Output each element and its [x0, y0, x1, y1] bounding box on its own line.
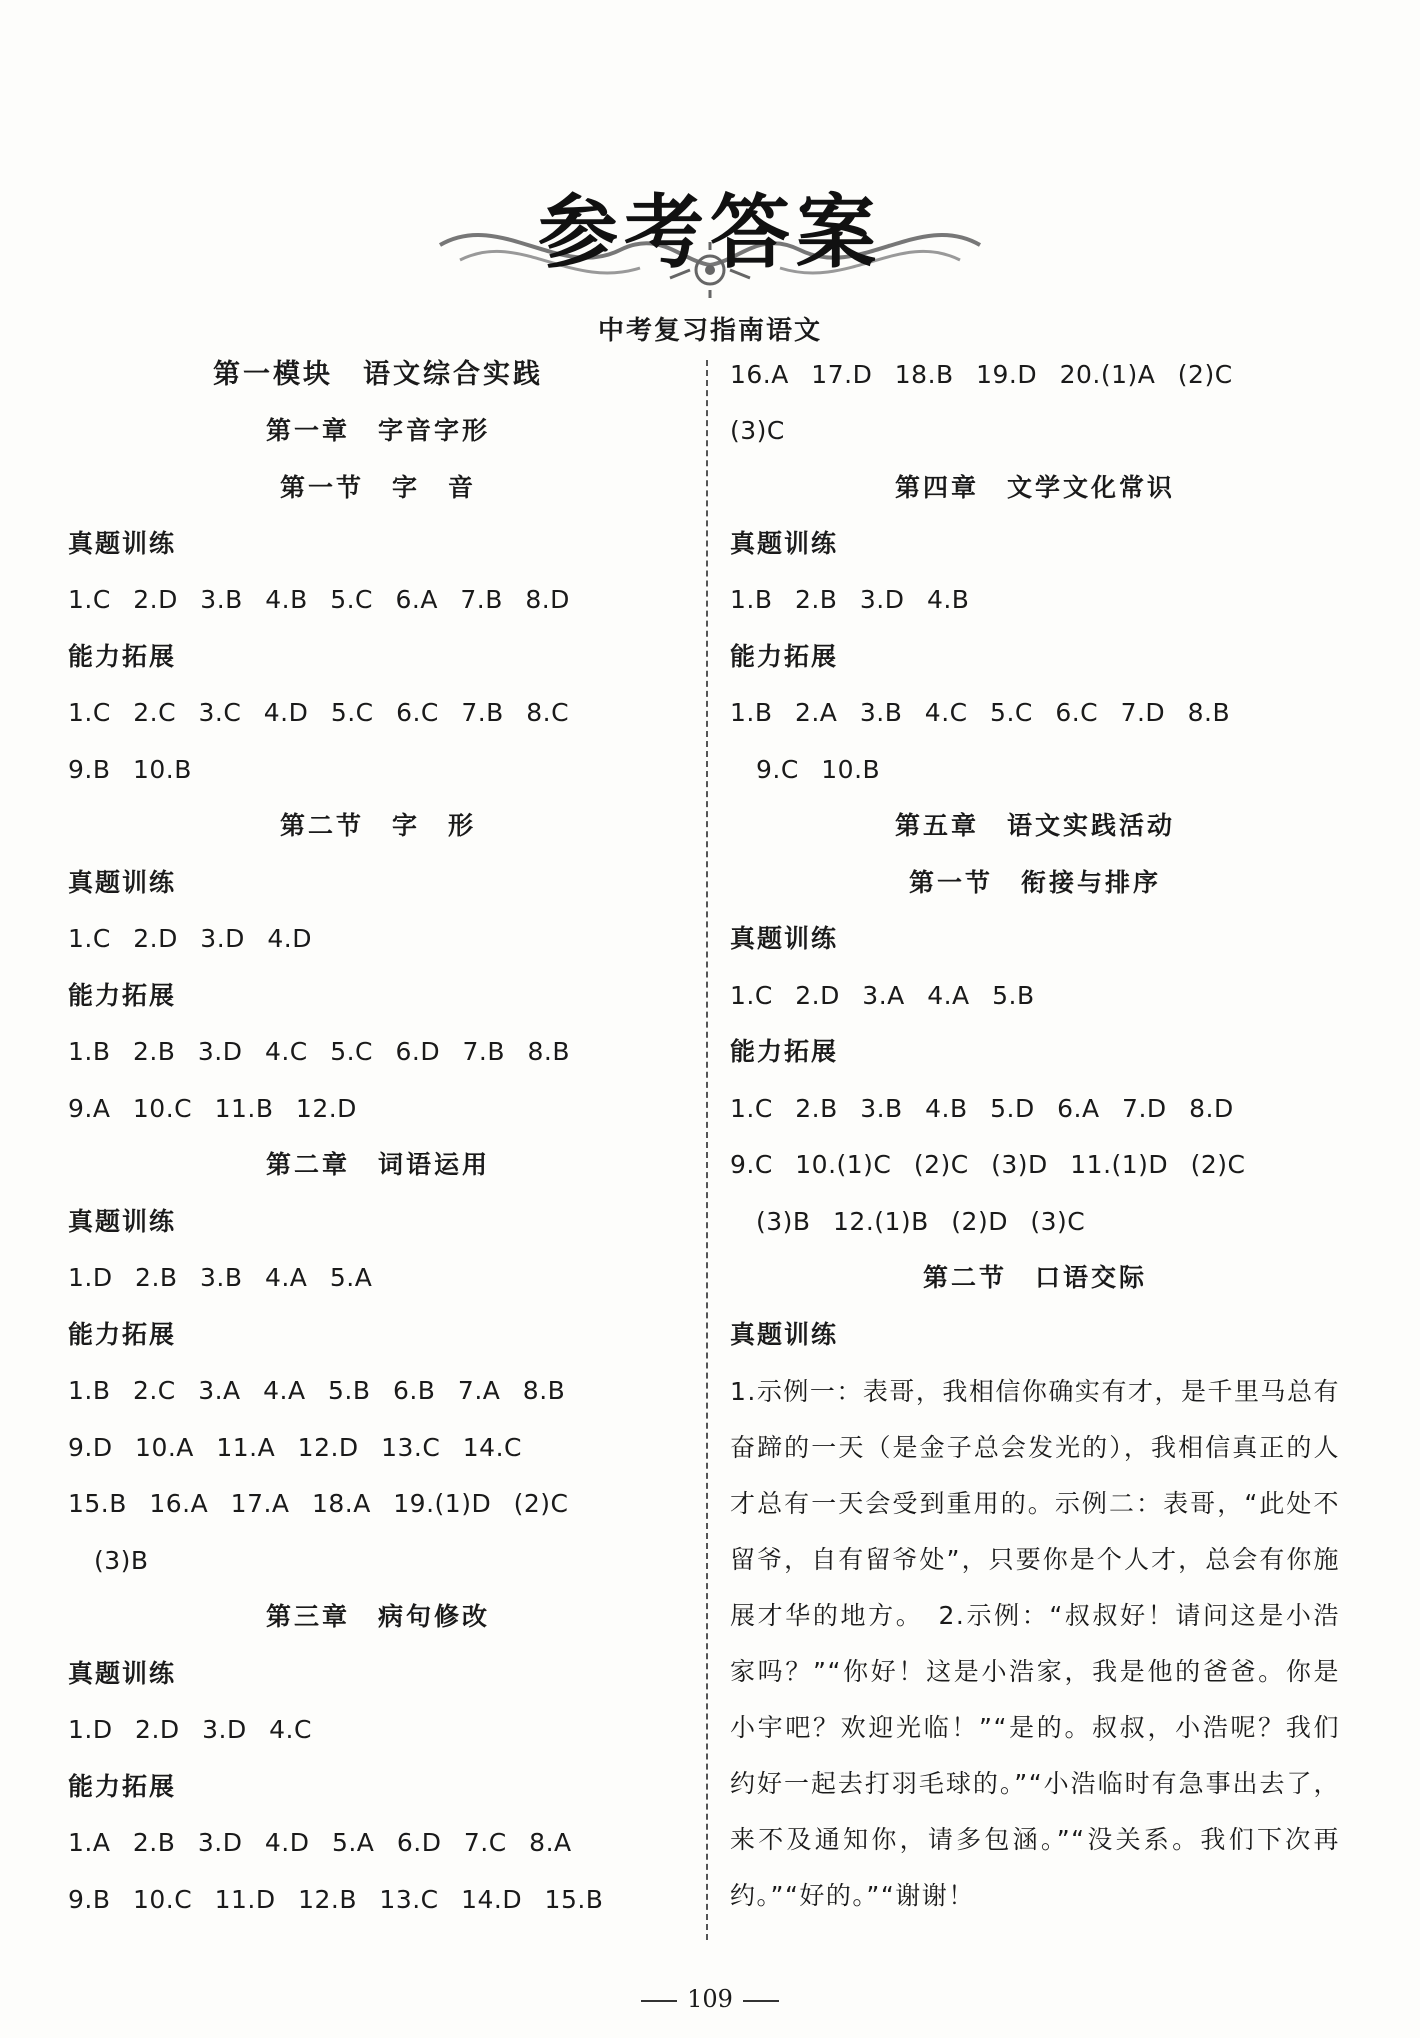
answer-line: 9.A 10.C 11.B 12.D: [68, 1094, 357, 1123]
dash-left: [641, 2000, 677, 2002]
answer-line: 9.C 10.B: [756, 755, 881, 784]
answer-line: 1.B 2.B 3.D 4.B: [730, 585, 970, 614]
page-number: [0, 1985, 1420, 2013]
section-heading: 第一节 衔接与排序: [908, 868, 1161, 897]
exercise-label: 真题训练: [68, 868, 177, 897]
chapter-heading: 第二章 词语运用: [265, 1150, 490, 1179]
section-heading: 第二节 字 形: [279, 811, 476, 840]
exercise-label: 能力拓展: [68, 642, 177, 671]
page-number-text: 109: [687, 1985, 733, 2013]
exercise-label: 真题训练: [730, 529, 839, 558]
book-subtitle: 中考复习指南语文: [597, 316, 822, 346]
answer-line: 1.C 2.D 3.B 4.B 5.C 6.A 7.B 8.D: [68, 585, 570, 614]
chapter-heading: 第一章 字音字形: [265, 416, 490, 445]
answer-line: 15.B 16.A 17.A 18.A 19.(1)D (2)C: [68, 1489, 569, 1518]
exercise-label: 能力拓展: [730, 1037, 839, 1066]
exercise-label: 能力拓展: [730, 642, 839, 671]
chapter-heading: 第三章 病句修改: [265, 1602, 490, 1631]
answer-line: (3)B: [94, 1546, 149, 1575]
answer-line: (3)C: [730, 416, 785, 445]
column-divider: [706, 360, 708, 1940]
answer-line: 1.C 2.D 3.A 4.A 5.B: [730, 981, 1035, 1010]
chapter-heading: 第五章 语文实践活动: [894, 811, 1175, 840]
answer-line: 9.D 10.A 11.A 12.D 13.C 14.C: [68, 1433, 522, 1462]
module-heading: 第一模块 语文综合实践: [213, 359, 543, 390]
exercise-label: 真题训练: [68, 1659, 177, 1688]
exercise-label: 能力拓展: [68, 1772, 177, 1801]
dash-right: [743, 2000, 779, 2002]
answer-line: 1.A 2.B 3.D 4.D 5.A 6.D 7.C 8.A: [68, 1828, 572, 1857]
exercise-label: 真题训练: [68, 1207, 177, 1236]
answer-line: 1.C 2.C 3.C 4.D 5.C 6.C 7.B 8.C: [68, 698, 570, 727]
answer-line: 9.B 10.B: [68, 755, 192, 784]
answer-line: (3)B 12.(1)B (2)D (3)C: [756, 1207, 1086, 1236]
answer-line: 1.B 2.A 3.B 4.C 5.C 6.C 7.D 8.B: [730, 698, 1231, 727]
title-banner: [420, 150, 1000, 300]
exercise-label: 能力拓展: [68, 1320, 177, 1349]
answer-line: 1.D 2.B 3.B 4.A 5.A: [68, 1263, 373, 1292]
section-heading: 第二节 口语交际: [922, 1263, 1147, 1292]
answer-paragraph: 1.示例一：表哥，我相信你确实有才，是千里马总有奋蹄的一天（是金子总会发光的），我相信真正的人才总有一天会受到重用的。示例二：表哥，“此处不留爷，自有留爷处”，只要你是个人才，总会有你施展才华的地方。 2.示例：“叔叔好！请问这是小浩家吗？”“你好！这是小浩家，我是他的爸爸。你是小宇吧？欢迎光临！”“是的。叔叔，小浩呢？我们约好一起去打羽毛球的。”“小浩临时有急事出去了，来不及通知你，请多包涵。”“没关系。我们下次再约。”“好的。”“谢谢！: [730, 1377, 1340, 1910]
answer-line: 9.B 10.C 11.D 12.B 13.C 14.D 15.B: [68, 1885, 604, 1914]
section-heading: 第一节 字 音: [279, 473, 476, 502]
answer-line: 1.B 2.B 3.D 4.C 5.C 6.D 7.B 8.B: [68, 1037, 570, 1066]
page-title: 参考答案: [538, 185, 882, 279]
exercise-label: 真题训练: [730, 924, 839, 953]
answer-line: 9.C 10.(1)C (2)C (3)D 11.(1)D (2)C: [730, 1150, 1246, 1179]
answer-line: 1.B 2.C 3.A 4.A 5.B 6.B 7.A 8.B: [68, 1376, 566, 1405]
answer-line: 1.C 2.D 3.D 4.D: [68, 924, 312, 953]
exercise-label: 能力拓展: [68, 981, 177, 1010]
answer-line: 16.A 17.D 18.B 19.D 20.(1)A (2)C: [730, 360, 1233, 389]
answer-line: 1.C 2.B 3.B 4.B 5.D 6.A 7.D 8.D: [730, 1094, 1234, 1123]
exercise-label: 真题训练: [68, 529, 177, 558]
chapter-heading: 第四章 文学文化常识: [894, 473, 1175, 502]
answer-line: 1.D 2.D 3.D 4.C: [68, 1715, 312, 1744]
exercise-label: 真题训练: [730, 1320, 839, 1349]
